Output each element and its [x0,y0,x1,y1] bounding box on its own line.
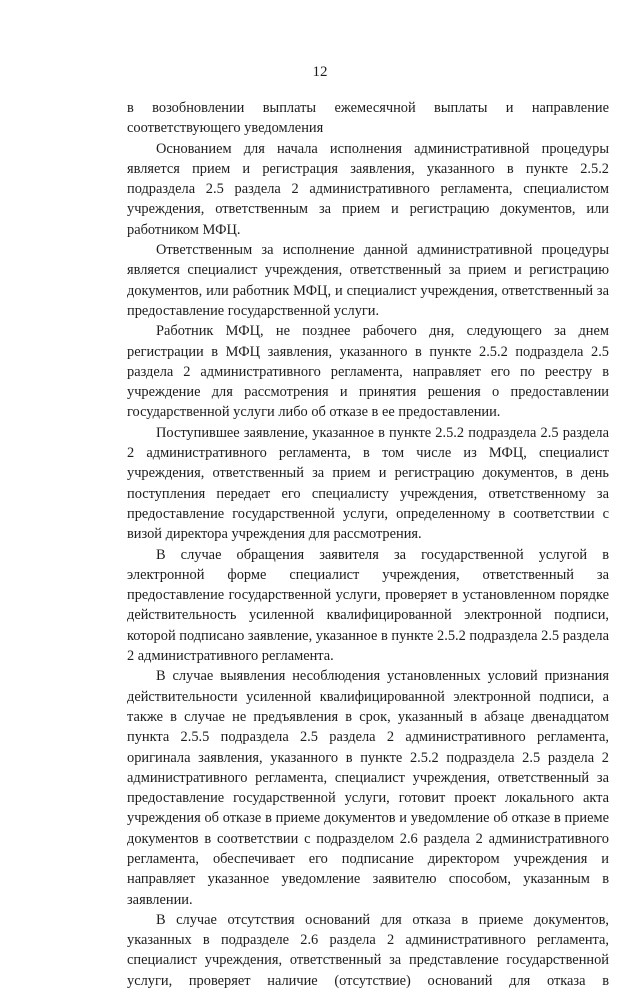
paragraph-continuation: в возобновлении выплаты ежемесячной выплаты и направление соответствующего уведомления [127,100,609,137]
paragraph: Поступившее заявление, указанное в пункте 2.5.2 подраздела 2.5 раздела 2 административного регламента, в том числе из МФЦ, специалист учреждения, ответственный за прием и регистрацию документов, в день поступления передает его специалисту учреждения, ответственному за предоставление государственной услуги, определенному в соответствии с визой директора учреждения для рассмотрения. [127,424,609,543]
paragraph: Ответственным за исполнение данной административной процедуры является специалист учреждения, ответственный за прием и регистрацию документов, или работник МФЦ, и специалист учреждения, ответственный за предоставление государственной услуги. [127,242,609,319]
document-body [127,98,609,991]
paragraph: Работник МФЦ, не позднее рабочего дня, следующего за днем регистрации в МФЦ заявления, указанного в пункте 2.5.2 подраздела 2.5 раздела 2 административного регламента, направляет его по реестру в учреждение для рассмотрения и принятия решения о предоставлении государственной услуги либо об отказе в ее предоставлении. [127,323,609,421]
paragraph: В случае обращения заявителя за государственной услугой в электронной форме специалист учреждения, ответственный за предоставление государственной услуги, проверяет в установленном порядке действительность усиленной квалифицированной электронной подписи, которой подписано заявление, указанное в пункте 2.5.2 подраздела 2.5 раздела 2 административного регламента. [127,546,609,665]
page-number: 12 [312,64,328,80]
paragraph: В случае выявления несоблюдения установленных условий признания действительности усиленной квалифицированной электронной подписи, а также в случае не предъявления в срок, указанный в абзаце двенадцатом пункта 2.5.5 подраздела 2.5 раздела 2 административного регламента, оригинала заявления, указанного в пункте 2.5.2 подраздела 2.5 раздела 2 административного регламента, специалист учреждения, ответственный за предоставление государственной услуги, готовит проект локального акта учреждения об отказе в приеме документов и уведомление об отказе в приеме документов в соответствии с подразделом 2.6 раздела 2 административного регламента, обеспечивает его подписание директором учреждения и направляет указанное уведомление заявителю способом, указанным в заявлении. [127,668,609,908]
paragraph: Основанием для начала исполнения административной процедуры является прием и регистрация заявления, указанного в пункте 2.5.2 подраздела 2.5 раздела 2 административного регламента, специалистом учреждения, ответственным за прием и регистрацию документов, или работником МФЦ. [127,140,609,238]
paragraph-continues: В случае отсутствия оснований для отказа в приеме документов, указанных в подразделе 2.6 раздела 2 административного регламента, специалист учреждения, ответственный за представление государственной услуги, проверяет наличие (отсутствие) оснований для отказа в [127,911,609,989]
